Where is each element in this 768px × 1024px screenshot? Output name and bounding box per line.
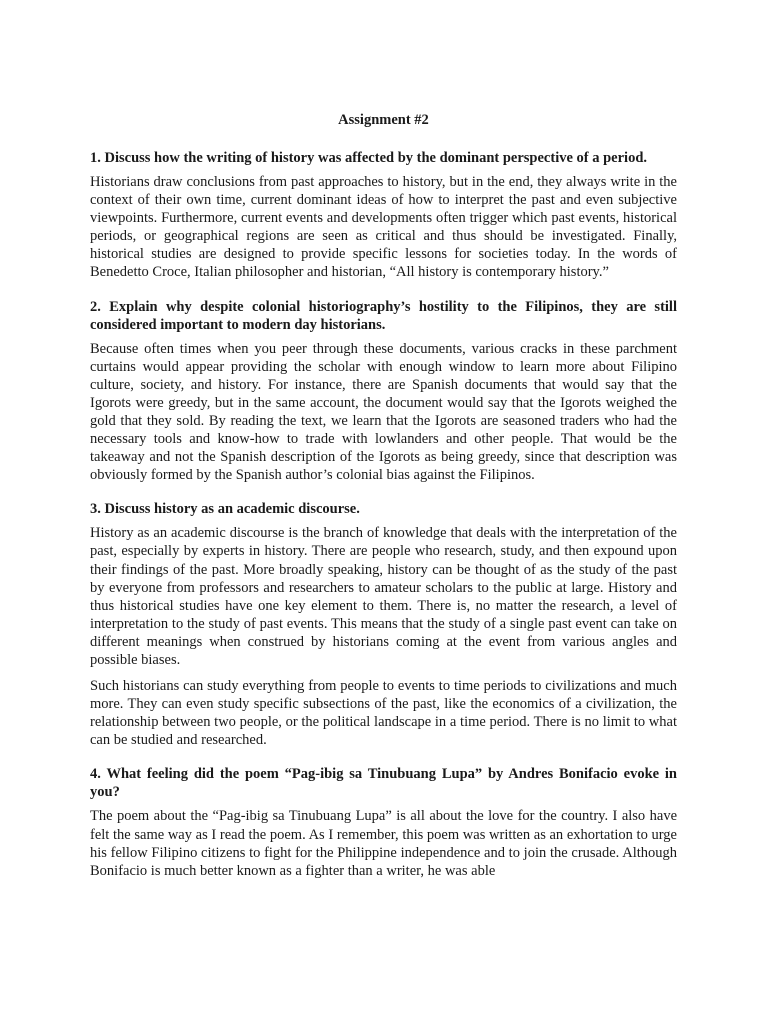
question-heading: 4. What feeling did the poem “Pag-ibig sa Tinubuang Lupa” by Andres Bonifacio evoke in you? <box>90 766 677 801</box>
document-page <box>90 111 677 896</box>
question-section-2 <box>90 298 677 485</box>
question-heading: 1. Discuss how the writing of history was affected by the dominant perspective of a period. <box>90 150 648 166</box>
question-heading: 3. Discuss history as an academic discourse. <box>90 501 360 518</box>
answer-paragraph: Such historians can study everything from people to events to time periods to civilizations and much more. They can even study specific subsections of the past, like the economics of a civilization, the relationship between two people, or the political landscape in a time period. There is no limit to what can be studied and researched. <box>90 678 677 749</box>
question-section-3 <box>90 500 677 749</box>
answer-paragraph: History as an academic discourse is the branch of knowledge that deals with the interpretation of the past, especially by experts in history. There are people who research, study, and then expound upon their findings of the past. More broadly speaking, history can be thought of as the study of the past by everyone from professors and researchers to amateur scholars to the public at large. History and thus historical studies have one key element to them. There is, no matter the research, a level of interpretation to the study of past events. This means that the study of a single past event can take on different meanings when construed by historians coming at the event from various angles and possible biases. <box>90 525 677 668</box>
question-section-1 <box>90 149 677 282</box>
document-title: Assignment #2 <box>338 112 429 128</box>
answer-paragraph: Because often times when you peer through these documents, various cracks in these parchment curtains would appear providing the scholar with enough window to learn more about Filipino culture, society, and history. For instance, there are Spanish documents that would say that the Igorots were greedy, but in the same account, the document would say that the Igorots weighed the gold that they sold. By reading the text, we learn that the Igorots are seasoned traders who had the necessary tools and know-how to trade with lowlanders and other people. That would be the takeaway and not the Spanish description of the Igorots as being greedy, since that description was obviously formed by the Spanish author’s colonial bias against the Filipinos. <box>90 340 677 484</box>
question-heading: 2. Explain why despite colonial historiography’s hostility to the Filipinos, they are still considered important to modern day historians. <box>90 298 677 333</box>
answer-paragraph: Historians draw conclusions from past approaches to history, but in the end, they always write in the context of their own time, current dominant ideas of how to interpret the past and even subjective viewpoints. Furthermore, current events and developments often trigger which past events, historical periods, or geographical regions are seen as critical and thus should be investigated. Finally, historical studies are designed to provide specific lessons for societies today. In the words of Benedetto Croce, Italian philosopher and historian, “All history is contemporary history.” <box>90 174 677 281</box>
question-section-4 <box>90 765 677 879</box>
answer-paragraph: The poem about the “Pag-ibig sa Tinubuang Lupa” is all about the love for the country. I also have felt the same way as I read the poem. As I remember, this poem was written as an exhortation to urge his fellow Filipino citizens to fight for the Philippine independence and to join the crusade. Although Bonifacio is much better known as a fighter than a writer, he was able <box>90 808 677 879</box>
